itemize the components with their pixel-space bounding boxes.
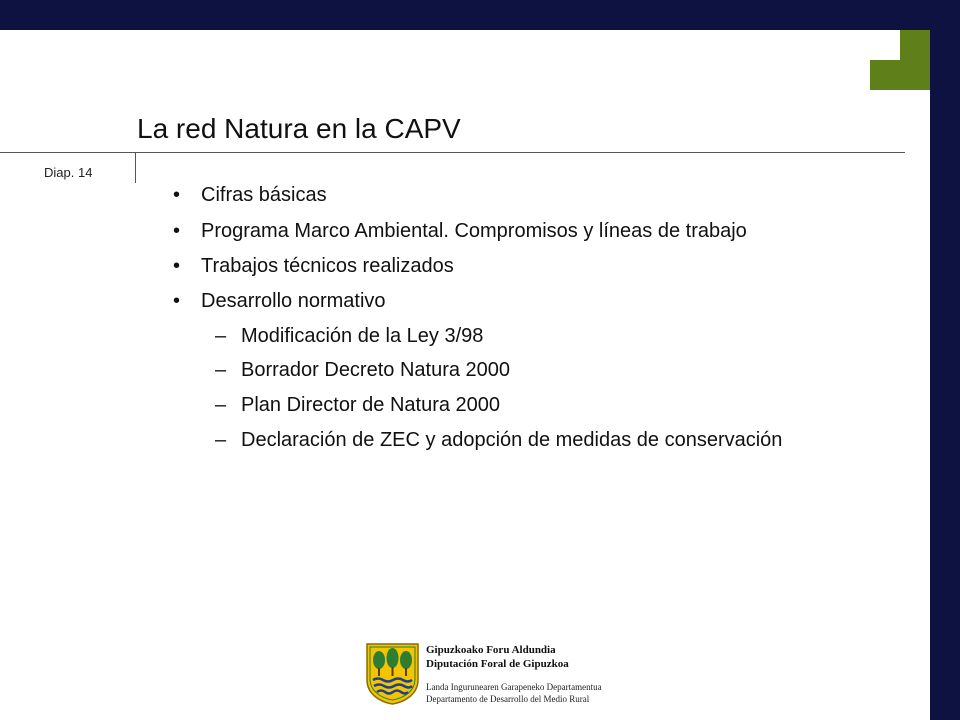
- sub-bullet-marker: –: [215, 429, 227, 451]
- corner-white-inset: [870, 30, 900, 60]
- bullet-marker: •: [173, 290, 181, 312]
- bullet-item: [173, 216, 747, 246]
- bullet-item: [173, 286, 386, 316]
- bullet-text: Cifras básicas: [201, 184, 327, 206]
- sub-bullet-text: Declaración de ZEC y adopción de medidas de conservación: [241, 429, 783, 451]
- sub-bullet-item: [215, 390, 500, 420]
- bullet-text: Trabajos técnicos realizados: [201, 255, 454, 277]
- bullet-text: Desarrollo normativo: [201, 290, 386, 312]
- sub-bullet-marker: –: [215, 359, 227, 381]
- footer-organization: [426, 643, 602, 705]
- slide-title: La red Natura en la CAPV: [137, 113, 461, 144]
- bullet-marker: •: [173, 184, 181, 206]
- footer-dept-spanish: Departamento de Desarrollo del Medio Rural: [426, 694, 590, 704]
- bullet-item: [173, 251, 454, 281]
- bullet-marker: •: [173, 255, 181, 277]
- sub-bullet-item: [215, 321, 483, 351]
- footer-org-spanish: Diputación Foral de Gipuzkoa: [426, 658, 569, 670]
- sub-bullet-item: [215, 425, 782, 455]
- bullet-marker: •: [173, 220, 181, 242]
- sub-bullet-item: [215, 355, 510, 385]
- footer-org-basque: Gipuzkoako Foru Aldundia: [426, 644, 556, 656]
- footer-dept-basque: Landa Ingurunearen Garapeneko Departamentua: [426, 682, 602, 692]
- gipuzkoa-shield-icon: [365, 642, 420, 706]
- sub-bullet-text: Plan Director de Natura 2000: [241, 394, 501, 416]
- sub-bullet-text: Modificación de la Ley 3/98: [241, 325, 484, 347]
- top-navy-bar: [0, 0, 960, 30]
- slide-number: Diap. 14: [44, 165, 93, 180]
- bullet-item: [173, 180, 327, 210]
- sub-bullet-marker: –: [215, 325, 227, 347]
- slide-number-divider: [135, 153, 136, 183]
- right-navy-bar: [930, 0, 960, 720]
- sub-bullet-marker: –: [215, 394, 227, 416]
- bullet-text: Programa Marco Ambiental. Compromisos y líneas de trabajo: [201, 220, 747, 242]
- sub-bullet-text: Borrador Decreto Natura 2000: [241, 359, 511, 381]
